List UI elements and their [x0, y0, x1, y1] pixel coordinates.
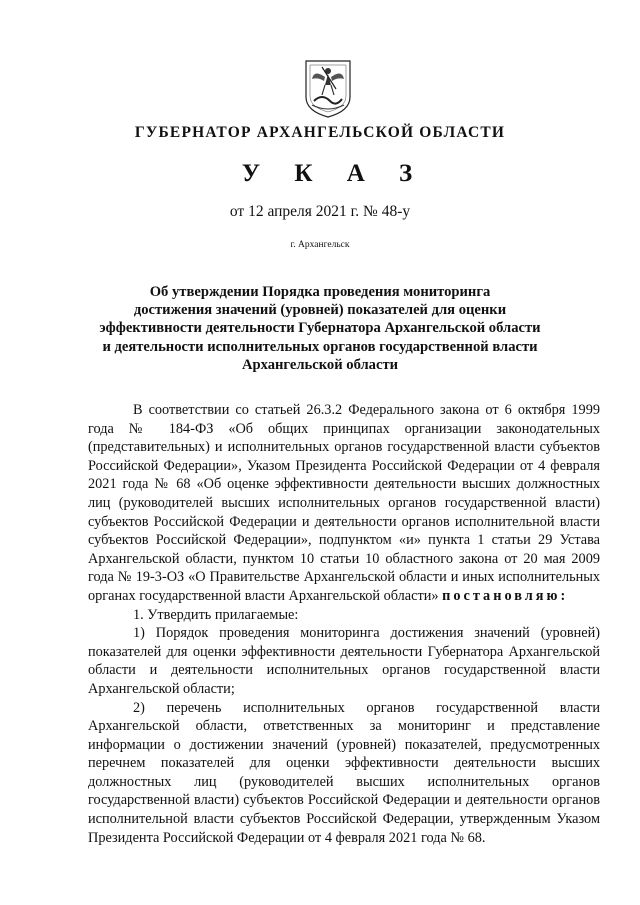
- preamble-text: В соответствии со статьей 26.3.2 Федерального закона от 6 октября 1999 года № 184-ФЗ «Об общих принципах организации законодательных (представительных) и исполнительных органов государственной власти субъектов Российской Федерации», Указом Президента Российской Федерации от 4 февраля 2021 года № 68 «Об оценке эффективности деятельности высших должностных лиц (руководителей высших исполнительных органов государственной власти) субъектов Российской Федерации и деятельности органов исполнительной власти субъектов Российской Федерации», подпунктом «и» пункта 1 статьи 29 Устава Архангельской области, пунктом 10 статьи 10 областного закона от 20 мая 2009 года № 19-3-ОЗ «О Правительстве Архангельской области и иных исполнительных органах государственной власти Архангельской области»: [88, 402, 600, 604]
- item-1-1: 1) Порядок проведения мониторинга достижения значений (уровней) показателей для оценки эффективности деятельности Губернатора Архангельской области и деятельности исполнительных органов государственной власти Архангельской области;: [88, 625, 600, 697]
- title-line: Об утверждении Порядка проведения мониторинга: [149, 284, 491, 300]
- coat-of-arms-icon: [302, 57, 354, 119]
- document-type: У К А З: [241, 160, 427, 187]
- document-body: [88, 401, 600, 847]
- document-title: [80, 283, 560, 374]
- title-line: и деятельности исполнительных органов государственной власти: [102, 338, 538, 355]
- document-date-number: от 12 апреля 2021 г. № 48-у: [229, 203, 411, 220]
- preamble-paragraph: [88, 401, 600, 606]
- issuing-authority: ГУБЕРНАТОР АРХАНГЕЛЬСКОЙ ОБЛАСТИ: [134, 124, 506, 141]
- title-line: Архангельской области: [241, 356, 399, 373]
- item-1: 1. Утвердить прилагаемые:: [133, 606, 299, 623]
- decree-word: постановляю: [442, 587, 561, 604]
- document-city: г. Архангельск: [290, 240, 350, 250]
- item-1-2: 2) перечень исполнительных органов государственной власти Архангельской области, ответственных за мониторинг и представление информации о достижении значений (уровней) показателей, предусмотренных перечнем показателей для оценки эффективности деятельности высших должностных лиц (руководителей высших исполнительных органов государственной власти) субъектов Российской Федерации и деятельности органов исполнительной власти субъектов Российской Федерации, утвержденным Указом Президента Российской Федерации от 4 февраля 2021 года № 68.: [88, 699, 600, 846]
- decree-colon: :: [560, 587, 566, 604]
- title-line: эффективности деятельности Губернатора Архангельской области: [99, 320, 541, 337]
- title-line: достижения значений (уровней) показателей для оценки: [133, 302, 507, 319]
